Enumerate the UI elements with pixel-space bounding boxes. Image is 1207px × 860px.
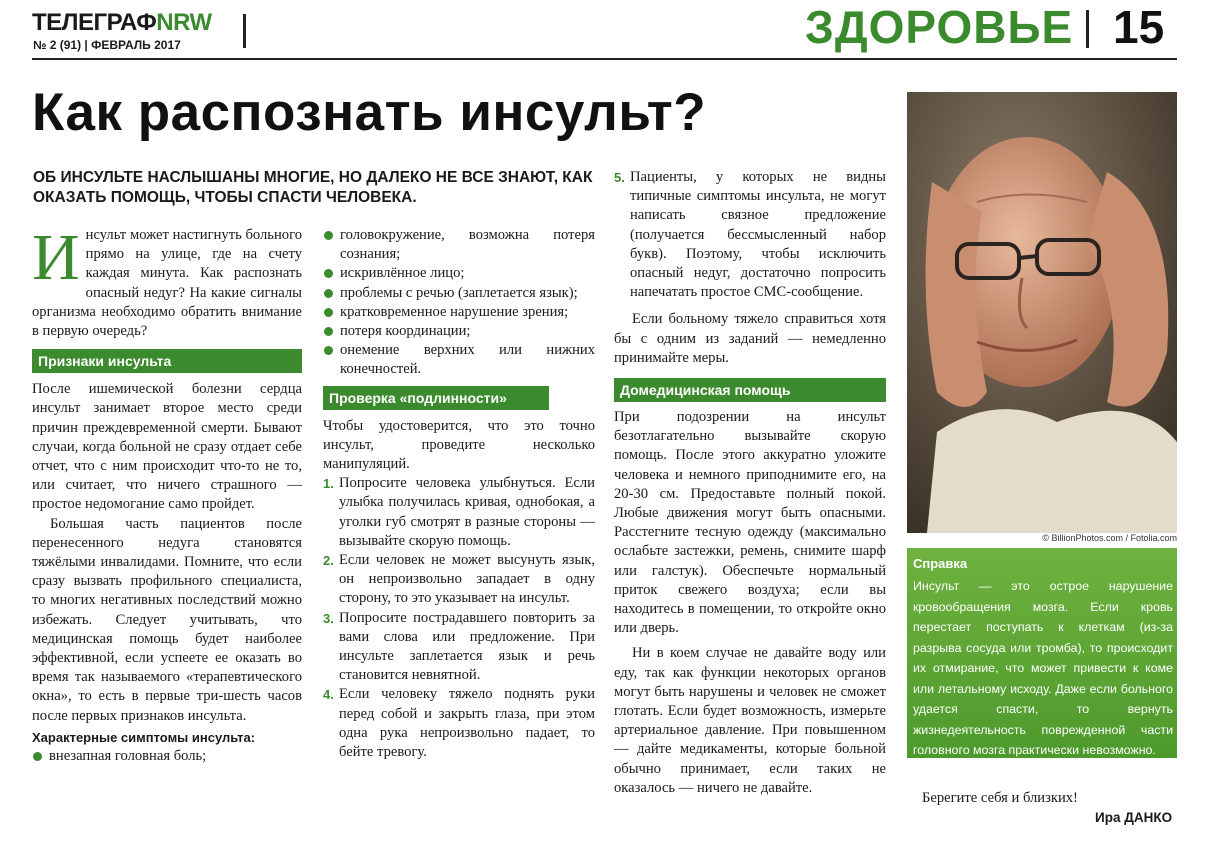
item-number: 4. (323, 687, 334, 703)
closing-line: Берегите себя и близких! (922, 790, 1078, 806)
item-number: 1. (323, 476, 334, 492)
numbered-item (614, 168, 886, 302)
info-box (907, 548, 1177, 758)
section-separator (1086, 10, 1089, 48)
brand-main: ТЕЛЕГРАФ (32, 9, 157, 36)
numbered-item (323, 474, 595, 551)
paragraph: Если больному тяжело справиться хотя бы с одним из заданий — немедленно принимайте меры. (614, 311, 886, 366)
item-number: 2. (323, 553, 334, 569)
bullet-icon (324, 308, 333, 317)
list-item-text: онемение верхних или нижних конечностей. (340, 342, 595, 378)
page-number: 15 (1113, 1, 1165, 53)
list-item-text: кратковременное нарушение зрения; (340, 303, 569, 320)
numbered-item (323, 609, 595, 686)
subheading-check: Проверка «подлинности» (323, 386, 549, 410)
subheading-signs: Признаки инсульта (32, 349, 302, 373)
list-item-text: потеря координации; (340, 323, 471, 340)
intro-text: нсульт может настигнуть больного прямо на улице, где на счету каждая минута. Как распознать опасный недуг? На какие сигналы организма необходимо обратить внимание в первую очередь? (32, 227, 302, 340)
bullet-icon (33, 752, 42, 761)
symptoms-heading: Характерные симптомы инсульта: (32, 729, 256, 745)
item-text: Попросите пострадавшего повторить за вами слова или предложение. При инсульте заплетается язык и речь становится невнятной. (339, 609, 595, 684)
paragraph: Большая часть пациентов после перенесенного недуга становятся тяжёлыми инвалидами. Помните, что если сразу вызвать профильного специалиста, то многих негативных последствий можно избежать. Следует учитывать, что медицинская помощь будет наиболее эффективной, если успеете ее оказать во время так называемого «терапевтического окна», то есть в первые три-шесть часов после первых признаков инсульта. (32, 515, 302, 724)
item-text: Если человеку тяжело поднять руки перед собой и закрыть глаза, при этом одна рука непроизвольно падает, то бейте тревогу. (339, 686, 595, 761)
list-item-text: внезапная головная боль; (49, 748, 207, 765)
column-1 (32, 221, 302, 766)
paragraph: Чтобы удостоверится, что это точно инсульт, проведите несколько манипуляций. (323, 417, 595, 473)
numbered-item (323, 685, 595, 762)
drop-cap: И (32, 221, 80, 294)
bullet-icon (324, 269, 333, 278)
article-lead: ОБ ИНСУЛЬТЕ НАСЛЫШАНЫ МНОГИЕ, НО ДАЛЕКО НЕ ВСЕ ЗНАЮТ, КАК ОКАЗАТЬ ПОМОЩЬ, ЧТОБЫ СПАСТИ ЧЕЛОВЕКА. (33, 169, 593, 206)
list-item-text: проблемы с речью (заплетается язык); (340, 284, 578, 301)
author-byline: Ира ДАНКО (1095, 810, 1173, 825)
header-divider (243, 14, 246, 48)
subheading-first-aid: Домедицинская помощь (614, 378, 886, 402)
list-item (323, 264, 595, 283)
item-number: 5. (614, 170, 625, 185)
header-rule (32, 58, 1177, 60)
info-box-text: Инсульт — это острое нарушение кровообращения мозга. Если кровь перестает поступать к клеткам (из-за разрыва сосуда или тромба), то происходит их отмирание, что может привести к коме или летальному исходу. Даже если больного удается спасти, то вернуть жизнедеятельность поврежденной части головного мозга практически невозможно. (913, 579, 1173, 757)
section-title: ЗДОРОВЬЕ (805, 1, 1074, 53)
list-item (32, 747, 302, 766)
paragraph: Ни в коем случае не давайте воду или еду, так как функции некоторых органов могут быть нарушены и человек не сможет глотать. Если будет возможность, измерьте артериальное давление. При повышенном — дайте медикаменты, которые больной обычно принимает, если таких не оказалось — ничего не давайте. (614, 645, 886, 796)
list-item-text: искривлённое лицо; (340, 265, 465, 282)
bullet-icon (324, 289, 333, 298)
brand-accent: NRW (156, 9, 212, 36)
article-title: Как распознать инсульт? (32, 83, 707, 142)
item-text: Попросите человека улыбнуться. Если улыбка получилась кривая, однобокая, а уголки губ смотрят в разные стороны — вызывайте скорую помощь. (339, 475, 595, 549)
paragraph: После ишемической болезни сердца инсульт занимает второе место среди причин преждевременной смерти. Бывают случаи, когда больной не сразу отдает себе отчет, что с ним происходит что-то не то, или считает, что ничего страшного — простое недомогание само пройдет. (32, 381, 302, 513)
issue-info: № 2 (91) | ФЕВРАЛЬ 2017 (33, 38, 181, 52)
list-item-text: головокружение, возможна потеря сознания; (340, 227, 595, 263)
paragraph: При подозрении на инсульт безотлагательно вызывайте скорую помощь. После этого аккуратно уложите человека и немного приподнимите его, на 20-30 см. Предоставьте полный покой. Любые движения могут быть опасными. Расстегните тесную одежду (максимально ослабьте застежки, ремень, снимите шарф или галстук). Обеспечьте нормальный приток свежего воздуха; если вы находитесь в помещении, то откройте окно или дверь. (614, 409, 886, 637)
numbered-item (323, 551, 595, 609)
list-item (323, 303, 595, 322)
item-text: Пациенты, у которых не видны типичные симптомы инсульта, не могут написать связное предложение (получается бессмысленный набор букв). Поэтому, чтобы исключить опасный недуг, достаточно попросить напечатать простое СМС-сообщение. (630, 169, 886, 301)
list-item (323, 226, 595, 264)
list-item (323, 284, 595, 303)
bullet-icon (324, 231, 333, 240)
masthead-brand (32, 9, 212, 37)
bullet-icon (324, 346, 333, 355)
item-text: Если человек не может высунуть язык, он непроизвольно западает в одну сторону, то это указывает на инсульт. (339, 552, 595, 607)
info-box-title: Справка (913, 556, 968, 571)
list-item (323, 341, 595, 379)
photo-credit: © BillionPhotos.com / Fotolia.com (1042, 533, 1177, 543)
bullet-icon (324, 327, 333, 336)
column-2 (323, 226, 595, 762)
item-number: 3. (323, 610, 334, 626)
article-photo (907, 92, 1177, 533)
column-3 (614, 168, 886, 798)
list-item (323, 322, 595, 341)
